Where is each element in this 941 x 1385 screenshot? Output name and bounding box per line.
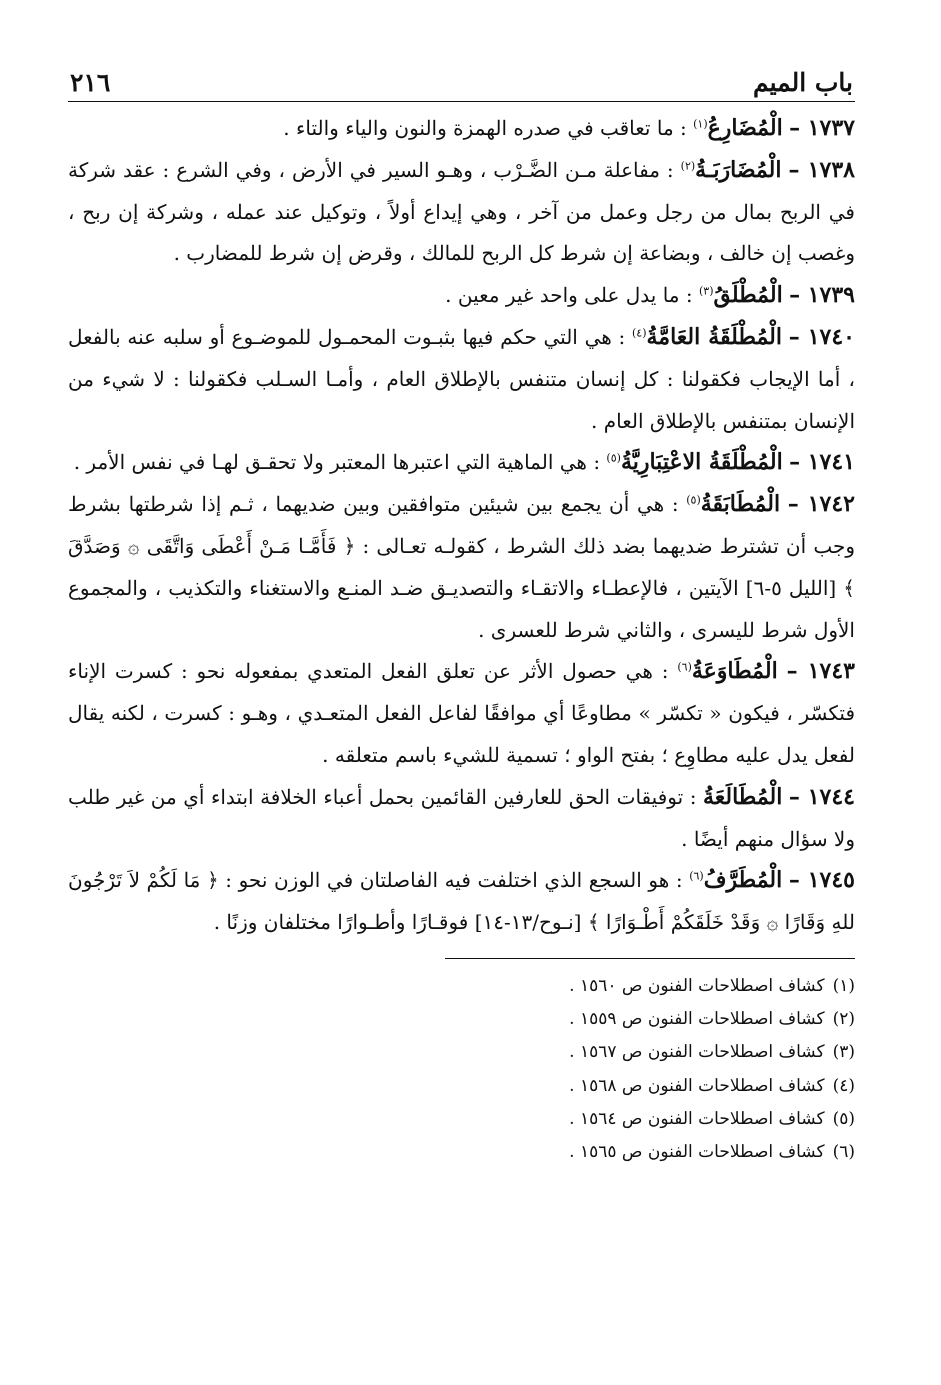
entry-definition: هي الماهية التي اعتبرها المعتبر ولا تحقـق لهـا في نفس الأمر . [73, 450, 587, 475]
entry-number: ١٧٤٠ – [788, 323, 855, 350]
entry-separator: : [611, 324, 632, 349]
entry-term: الْمُضَارَبَـةُ [695, 156, 782, 183]
entry-1737 [68, 108, 855, 150]
footnote-ref[interactable]: (٢) [680, 159, 696, 173]
section-title: باب الميم [752, 68, 853, 97]
entry-1743 [68, 651, 855, 776]
entry-number: ١٧٣٧ – [789, 115, 855, 141]
footnote-text: كشاف اصطلاحات الفنون ص ١٥٥٩ . [569, 1009, 825, 1030]
entry-term: الْمُضَارِعُ [707, 115, 783, 141]
entry-definition: هي التي حكم فيها بثبـوت المحمـول للموضـوع أو سلبه عنه بالفعل ، أما الإيجاب فكقولنا : كل إنسان متنفس بالإطلاق العام ، وأمـا السـلب فكقولنا : لا شيء من الإنسان بمتنفس بالإطلاق العام . [68, 324, 855, 433]
entry-1741 [68, 442, 855, 484]
entry-separator: : [683, 784, 703, 809]
page-number: ٢١٦ [70, 68, 111, 97]
footnote-item [68, 1003, 855, 1036]
entry-separator: : [652, 659, 678, 684]
footnote-number: (٤) [832, 1075, 855, 1096]
footnote-ref[interactable]: (٦) [689, 869, 704, 883]
footnote-text: كشاف اصطلاحات الفنون ص ١٥٦٥ . [569, 1141, 825, 1162]
entry-term: الْمُطَرَّفُ [703, 867, 783, 894]
entry-definition: هو السجع الذي اختلفت فيه الفاصلتان في الوزن نحو : ﴿ مَا لَكُمْ لاَ تَرْجُونَ للهِ وَقَارًا ۞ وَقَدْ خَلَقَكُمْ أَطْـوَارًا ﴾ [نـوح/١٣-١٤] فوقـارًا وأطـوارًا مختلفان وزنًا . [68, 868, 855, 935]
footnote-item [68, 970, 855, 1003]
entry-1742 [68, 484, 855, 651]
entry-1739 [68, 275, 855, 317]
entry-separator: : [659, 157, 681, 182]
entry-number: ١٧٤١ – [789, 449, 855, 476]
entry-1745 [68, 860, 855, 944]
entry-1744 [68, 777, 855, 861]
footnote-item [68, 1103, 855, 1136]
footnote-number: (٥) [832, 1108, 855, 1129]
entry-definition: ما تعاقب في صدره الهمزة والنون والياء والتاء . [283, 116, 674, 140]
footnotes [68, 958, 855, 1169]
entry-term: الْمُطْلَقَةُ الاعْتِبَارِيَّةُ [620, 449, 783, 476]
entry-definition: توفيقات الحق للعارفين القائمين بحمل أعباء الخلافة ابتداء أي من غير طلب ولا سؤال منهم أيضًا . [68, 784, 855, 851]
entry-definition: هي أن يجمع بين شيئين متوافقين وبين ضديهما ، ثـم إذا شرطتها بشرط وجب أن تشترط ضديهما بضد ذلك الشرط ، كقولـه تعـالى : ﴿ فَأَمَّـا مَـنْ أَعْطَى وَاتَّقَى ۞ وَصَدَّقَ ﴾ [الليل ٥-٦] الآيتين ، فالإعطـاء والاتقـاء والتصديـق ضـد المنـع والاستغناء والتكذيب ، والمجموع الأول شرط لليسرى ، والثاني شرط للعسرى . [68, 492, 856, 642]
entry-term: الْمُطْلَقَةُ العَامَّةُ [646, 323, 782, 350]
footnote-ref[interactable]: (٥) [686, 493, 701, 507]
entry-separator: : [669, 868, 690, 893]
entry-number: ١٧٤٢ – [787, 491, 855, 518]
footnote-ref[interactable]: (٣) [698, 284, 714, 298]
footnote-ref[interactable]: (٦) [677, 660, 692, 674]
entry-definition: هي حصول الأثر عن تعلق الفعل المتعدي بمفعوله نحو : كسرت الإناء فتكسّر ، فيكون « تكسّر » مطاوعًا أي موافقًا لفاعل الفعل المتعـدي ، وهـو : كسرت ، لكنه يقال لفعل يدل عليه مطاوِع ؛ بفتح الواو ؛ تسمية للشيء باسم متعلقه . [68, 659, 855, 767]
entry-separator: : [586, 450, 607, 475]
footnote-item [68, 1070, 855, 1103]
running-header [68, 56, 855, 102]
footnote-ref[interactable]: (١) [693, 117, 708, 131]
entry-number: ١٧٤٥ – [788, 867, 855, 894]
entry-number: ١٧٣٨ – [788, 156, 855, 183]
page [68, 56, 855, 1365]
entries-body [68, 108, 855, 944]
entry-1738 [68, 150, 855, 275]
footnote-item [68, 1036, 855, 1069]
entry-1740 [68, 317, 855, 442]
footnote-text: كشاف اصطلاحات الفنون ص ١٥٦٨ . [569, 1075, 825, 1096]
footnote-text: كشاف اصطلاحات الفنون ص ١٥٦٤ . [569, 1108, 825, 1129]
footnote-text: كشاف اصطلاحات الفنون ص ١٥٦٧ . [569, 1042, 825, 1063]
entry-number: ١٧٣٩ – [789, 282, 855, 309]
footnote-text: كشاف اصطلاحات الفنون ص ١٥٦٠ . [569, 975, 825, 996]
entry-separator: : [679, 283, 699, 308]
entry-separator: : [673, 116, 694, 140]
entry-definition: مفاعلة مـن الضَّـرْب ، وهـو السير في الأرض ، وفي الشرع : عقد شركة في الربح بمال من رجل وعمل من آخر ، وهي إيداع أولاً ، وتوكيل عند عمله ، وشركة إن ربح ، وغصب إن خالف ، وبضاعة إن شرط كل الربح للمالك ، وقرض إن شرط للمضارب . [68, 157, 855, 266]
footnote-ref[interactable]: (٥) [606, 451, 621, 465]
footnote-number: (٦) [832, 1141, 855, 1162]
footnote-number: (٢) [832, 1009, 855, 1030]
entry-term: الْمُطَاوَعَةُ [691, 658, 778, 685]
entry-number: ١٧٤٣ – [786, 658, 855, 685]
entry-number: ١٧٤٤ – [788, 783, 855, 810]
footnote-ref[interactable]: (٤) [631, 326, 647, 340]
entry-separator: : [664, 492, 687, 517]
footnote-number: (١) [832, 975, 855, 996]
entry-term: الْمُطْلَقُ [713, 282, 783, 309]
footnote-number: (٣) [832, 1042, 855, 1063]
entry-term: الْمُطَالَعَةُ [702, 783, 783, 810]
entry-term: الْمُطَابَقَةُ [700, 491, 781, 518]
entry-definition: ما يدل على واحد غير معين . [445, 283, 680, 308]
footnote-item [68, 1136, 855, 1169]
